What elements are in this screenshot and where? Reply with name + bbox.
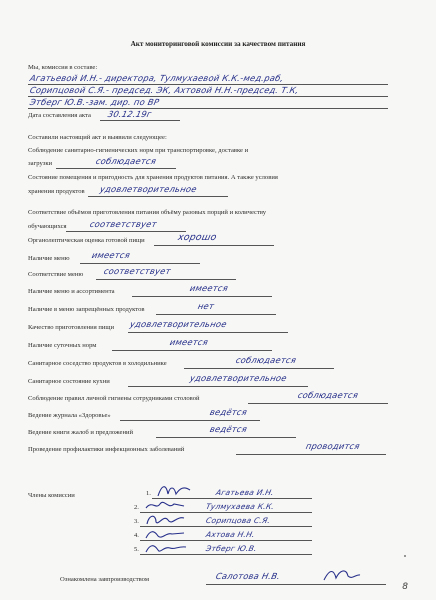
item-label: Наличие в меню запрещённых продуктов [28, 306, 145, 313]
item-label-2: хранения продуктов [28, 188, 85, 195]
item-value: хорошо [176, 232, 218, 243]
item-label: Наличие суточных норм [28, 342, 97, 349]
item-value: удовлетворительное [188, 373, 288, 383]
item-value: соблюдается [234, 355, 298, 365]
item-value: ведётся [208, 407, 249, 417]
commission-line-3: Этберг Ю.В.-зам. дир. по ВР [28, 97, 161, 107]
acquainted-value: Салотова Н.В. [214, 571, 282, 581]
rule [56, 168, 176, 169]
rule [100, 120, 180, 121]
item-label: Наличие меню [28, 255, 70, 262]
item-value: соответствует [102, 266, 172, 276]
item-label: Соответствие объёмов приготовления питания объёму разовых порций и количеству [28, 209, 267, 216]
item-value: проводится [304, 441, 361, 451]
members-label: Члены комиссии [28, 492, 75, 499]
item-label: Ведение журнала «Здоровье» [28, 412, 111, 419]
item-value: имеется [188, 283, 230, 293]
item-label: Соблюдение правил личной гигиены сотрудниками столовой [28, 395, 200, 402]
member-name: Ахтова Н.Н. [205, 530, 256, 539]
rule [156, 437, 296, 438]
item-value: соблюдается [296, 390, 360, 400]
item-label: Ведение книги жалоб и предложений [28, 429, 134, 436]
intro-text: Составили настоящий акт и выявили следующее: [28, 134, 167, 141]
rule [128, 386, 308, 387]
rule [236, 454, 386, 455]
member-num: 2. [134, 504, 139, 511]
member-name: Сорипцова С.Я. [205, 516, 272, 525]
signature-3 [144, 512, 188, 528]
item-value: удовлетворительное [98, 184, 198, 194]
document-title: Акт мониторинговой комиссии за качеством питания [130, 40, 306, 48]
scan-speck [404, 555, 406, 557]
item-label: Наличие меню и ассортимента [28, 288, 115, 295]
signature-acquainted [322, 566, 362, 584]
item-value: ведётся [208, 424, 249, 434]
item-label: Санитарное состояние кухни [28, 378, 110, 385]
rule [66, 231, 186, 232]
rule [128, 332, 288, 333]
member-name: Агатьева И.Н. [215, 488, 275, 497]
rule [206, 584, 386, 585]
member-num: 3. [134, 518, 139, 525]
rule [248, 403, 388, 404]
item-label-2: обучающихся [28, 223, 67, 230]
rule [132, 296, 272, 297]
item-label: Соответствие меню [28, 271, 84, 278]
rule [28, 108, 388, 109]
item-label-2: загрузки [28, 160, 53, 167]
rule [112, 350, 272, 351]
member-num: 4. [134, 532, 139, 539]
member-num: 1. [146, 490, 151, 497]
rule [96, 279, 236, 280]
rule [156, 314, 276, 315]
acquainted-label: Ознакомлена завпроизводством [60, 576, 150, 583]
item-value: имеется [168, 337, 210, 347]
item-label: Проведение профилактики инфекционных заболеваний [28, 446, 185, 453]
item-label: Качество приготовления пищи [28, 324, 115, 331]
member-num: 5. [134, 546, 139, 553]
item-label: Состояние помещения и пригодность для хранения продуктов питания. А также условия [28, 174, 278, 181]
date-value: 30.12.19г [106, 109, 153, 119]
item-value: имеется [90, 250, 132, 260]
item-value: удовлетворительное [128, 319, 228, 329]
signature-5 [144, 540, 188, 556]
item-value: соблюдается [94, 156, 158, 166]
rule [88, 196, 228, 197]
commission-label: Мы, комиссия в составе: [28, 64, 98, 71]
date-label: Дата составления акта [28, 112, 91, 119]
rule [154, 245, 274, 246]
item-value: нет [196, 301, 216, 311]
rule [184, 368, 334, 369]
member-name: Тулмухаева К.К. [205, 502, 276, 511]
rule [80, 263, 200, 264]
commission-line-2: Сорипцовой С.Я.- председ. ЭК, Ахтовой Н.Н.-председ. Т.К, [28, 85, 300, 95]
commission-line-1: Агатьевой И.Н.- директора, Тулмухаевой К.К.-мед.раб, [28, 73, 285, 83]
item-label: Санитарное соседство продуктов в холодильнике [28, 360, 167, 367]
item-label: Соблюдение санитарно-гигиенических норм при транспортировке, доставке и [28, 147, 249, 154]
item-value: соответствует [88, 219, 158, 229]
page-number: 8 [402, 582, 408, 592]
rule [120, 420, 260, 421]
member-name: Этберг Ю.В. [205, 544, 258, 553]
item-label: Органолептическая оценка готовой пищи [28, 237, 145, 244]
